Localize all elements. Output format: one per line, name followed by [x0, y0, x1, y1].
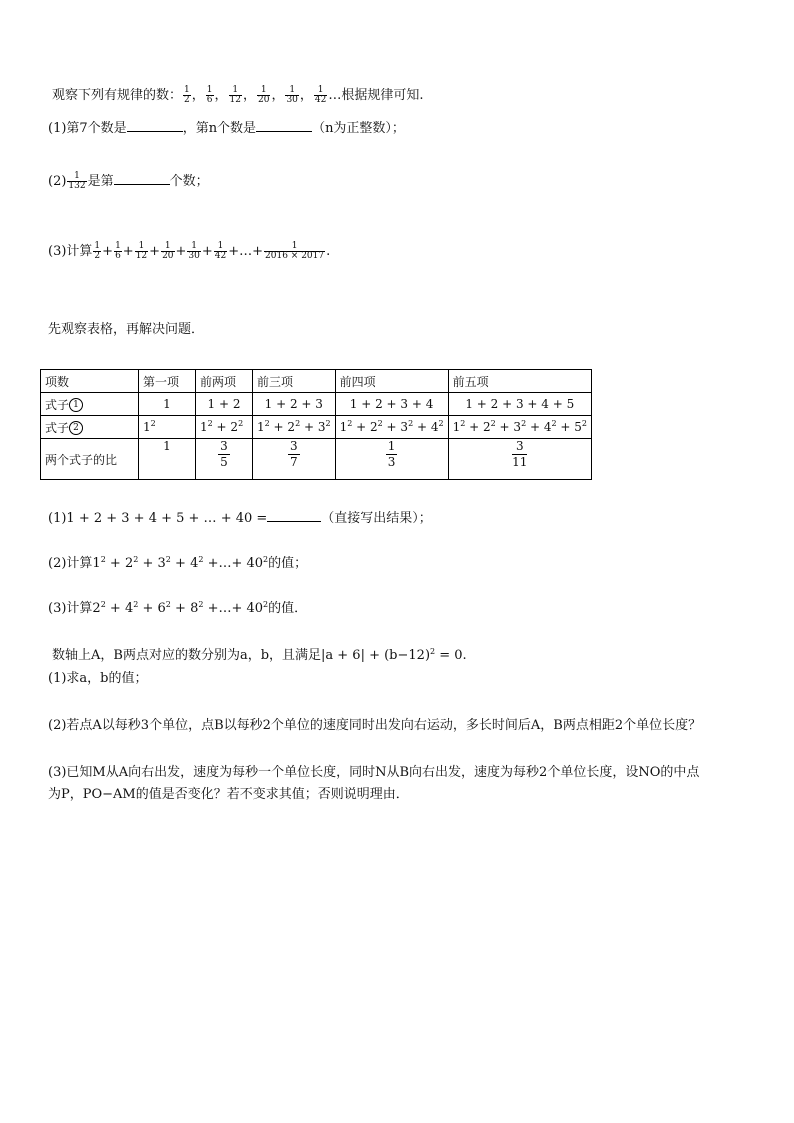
circled-number: 2 — [69, 421, 83, 435]
exponent: 2 — [408, 419, 414, 428]
plus-sign: + — [138, 601, 158, 616]
separator: ， — [271, 88, 285, 103]
exponent: 2 — [150, 419, 156, 428]
denominator: 20 — [257, 95, 270, 105]
denominator: 42 — [214, 251, 227, 261]
table-header-cell: 前三项 — [253, 370, 336, 393]
ellipsis: +…+ — [203, 556, 247, 571]
p3-question-3-line-1: (3)已知M从A向右出发，速度为每秒一个单位长度，同时N从B向右出发，速度为每秒2个单位长度，设NO的中点 — [48, 765, 700, 780]
fraction — [285, 86, 298, 105]
table-header-cell: 前四项 — [335, 370, 448, 393]
fraction — [512, 439, 527, 470]
numerator: 3 — [220, 439, 228, 453]
numerator: 1 — [94, 241, 101, 251]
p3-question-1: (1)求a，b的值； — [48, 671, 148, 686]
exponent: 2 — [207, 419, 213, 428]
table-cell — [196, 439, 253, 480]
row-label-cell — [41, 416, 139, 439]
base: 3 — [513, 420, 522, 434]
fraction — [218, 439, 230, 470]
sum-of-even-squares — [92, 601, 268, 616]
numerator: 1 — [187, 242, 200, 252]
plus-sign: + — [413, 420, 431, 434]
exponent: 2 — [521, 419, 527, 428]
ellipsis: +…+ — [203, 601, 247, 616]
exponent: 2 — [198, 555, 204, 564]
p1-question-1: (1)第7个数是 ，第n个数是 （n为正整数）； — [48, 121, 405, 136]
table-cell — [448, 439, 591, 480]
fraction — [314, 86, 327, 105]
row-label-cell — [41, 439, 139, 480]
plus-sign: + — [122, 244, 134, 259]
numerator: 3 — [512, 439, 527, 455]
denominator: 20 — [162, 251, 174, 261]
p2-question-1: (1)1 + 2 + 3 + 4 + 5 + … + 40 = （直接写出结果）； — [48, 511, 432, 526]
plus-sign: + — [495, 420, 514, 434]
exponent: 2 — [581, 419, 587, 428]
fraction — [214, 242, 227, 261]
fraction — [288, 439, 300, 470]
exponent: 2 — [325, 419, 331, 428]
plus-sign: + — [201, 244, 213, 259]
exponent: 2 — [198, 600, 204, 609]
numerator: 1 — [314, 86, 327, 96]
exponent: 2 — [438, 419, 444, 428]
fraction — [206, 86, 214, 105]
exponent: 2 — [133, 555, 139, 564]
table-row — [41, 439, 592, 480]
fraction — [161, 242, 174, 261]
exponent: 2 — [460, 419, 466, 428]
fraction — [183, 86, 191, 105]
numerator: 3 — [289, 439, 298, 453]
table-header-row — [41, 370, 592, 393]
p2-question-2: (2)计算$1^2 + 2^2 + 3^2 + 4^2$ +…+ $40^2$的值； — [48, 555, 308, 571]
p2-intro: 先观察表格，再解决问题． — [48, 322, 205, 337]
denominator: 3 — [387, 455, 396, 469]
table-cell — [253, 439, 336, 480]
base: 1 — [200, 420, 208, 434]
answer-blank[interactable] — [256, 119, 312, 132]
table-cell: 1 — [139, 393, 196, 416]
plus-sign: + — [175, 244, 187, 259]
exponent: 2 — [347, 419, 353, 428]
fraction: $\frac{1}{2016 \times 2017}$ — [265, 241, 325, 261]
plus-sign: + — [138, 556, 158, 571]
fraction — [114, 242, 122, 261]
exponent: 2 — [133, 600, 139, 609]
row-label: 式子 — [45, 420, 70, 435]
base: 4 — [190, 556, 199, 571]
table-cell — [139, 439, 196, 480]
plus-sign: + — [382, 420, 401, 434]
base: 8 — [190, 601, 199, 616]
p2-question-3: (3)计算$2^2 + 4^2 + 6^2 + 8^2$ +…+ $40^2$的值． — [48, 600, 308, 616]
base: 3 — [400, 420, 409, 434]
exponent: 2 — [165, 555, 171, 564]
exponent: 2 — [264, 419, 270, 428]
numerator: 1 — [214, 242, 227, 252]
p3-intro: 数轴上A，B两点对应的数分别为a，b，且满足$|a + 6| + (b-12)^2 = 0$. — [52, 647, 467, 663]
plus-sign: + — [170, 556, 191, 571]
p1-question-2: (2) $\frac{1}{132}$ 是第 个数； — [48, 171, 209, 191]
table-cell — [335, 416, 448, 439]
denominator: 42 — [314, 95, 327, 105]
base: 2 — [483, 420, 491, 434]
separator: ， — [299, 88, 313, 103]
table-cell: 1 + 2 + 3 — [253, 393, 336, 416]
plus-sign: + — [526, 420, 544, 434]
exponent: 2 — [100, 600, 106, 609]
table-header-cell: 项数 — [41, 370, 139, 393]
plus-sign: + — [102, 244, 114, 259]
exponent: 2 — [377, 419, 383, 428]
base: 3 — [157, 556, 166, 571]
table-row — [41, 393, 592, 416]
denominator: 12 — [135, 251, 148, 261]
denominator: 5 — [220, 455, 228, 469]
base: 2 — [230, 420, 239, 434]
base: 2 — [92, 601, 101, 616]
exponent: 2 — [551, 419, 557, 428]
fraction — [187, 242, 200, 261]
base: 5 — [574, 420, 582, 434]
answer-blank[interactable] — [114, 172, 170, 185]
p3-question-2: (2)若点A以每秒3个单位，点B以每秒2个单位的速度同时出发向右运动，多长时间后A，B两点相距2个单位长度？ — [48, 718, 702, 733]
plus-sign: + — [465, 420, 483, 434]
p1-intro: 观察下列有规律的数： $\frac{1}{2}$ ， $\frac{1}{6}$ ， $\frac{1}{12}$ ， $\frac{1}{20}$ ， $\frac{1}{30}$ ， $\frac{1}{42}$ …根据规律可知. — [52, 85, 424, 105]
denominator: 7 — [289, 455, 298, 469]
fraction — [93, 242, 101, 261]
denominator: 30 — [286, 95, 298, 105]
row-label: 式子 — [45, 397, 70, 412]
plus-sign: + — [300, 420, 318, 434]
base: 6 — [157, 601, 166, 616]
numerator: 1 — [115, 241, 121, 251]
row-label: 两个式子的比 — [45, 452, 118, 467]
base: 3 — [317, 420, 326, 434]
base: 1 — [452, 420, 461, 434]
fraction — [257, 86, 270, 105]
exponent: 2 — [490, 419, 496, 428]
table-cell — [253, 416, 336, 439]
denominator: 6 — [206, 95, 213, 105]
separator: ， — [191, 88, 205, 103]
table-cell: 1 + 2 + 3 + 4 — [335, 393, 448, 416]
table-header-cell: 前五项 — [448, 370, 591, 393]
pattern-table — [40, 369, 592, 480]
table-row — [41, 416, 592, 439]
plus-sign: + — [105, 556, 125, 571]
base: 4 — [543, 420, 552, 434]
base: 4 — [124, 601, 134, 616]
denominator: 12 — [229, 95, 241, 105]
table-cell: 1 + 2 + 3 + 4 + 5 — [448, 393, 591, 416]
numerator: 1 — [229, 86, 242, 96]
base: 40 — [246, 601, 264, 616]
numerator: 1 — [257, 86, 270, 96]
denominator: 6 — [115, 251, 121, 261]
exponent: 2 — [100, 555, 106, 564]
row-label-cell — [41, 393, 139, 416]
exponent: 2 — [263, 600, 269, 609]
numerator: 1 — [184, 85, 190, 95]
base: 2 — [370, 420, 378, 434]
exponent: 2 — [263, 555, 269, 564]
base: 1 — [92, 556, 101, 571]
base: 2 — [124, 556, 134, 571]
denominator: 2 — [94, 251, 101, 261]
denominator: 11 — [512, 455, 528, 469]
plus-sign: + — [212, 420, 231, 434]
plus-sign: + — [105, 601, 125, 616]
base: 1 — [257, 420, 265, 434]
numerator: 1 — [387, 439, 396, 453]
table-cell — [196, 416, 253, 439]
base: 40 — [246, 556, 264, 571]
table-header-cell: 前两项 — [196, 370, 253, 393]
table-cell — [335, 439, 448, 480]
answer-blank[interactable] — [127, 119, 183, 132]
table-header-cell: 第一项 — [139, 370, 196, 393]
numerator: 1 — [161, 242, 174, 252]
separator: ， — [214, 88, 228, 103]
denominator: 2 — [184, 95, 190, 105]
fraction — [229, 86, 242, 105]
sequence-fractions — [182, 85, 328, 105]
base: 4 — [430, 420, 439, 434]
p3-question-3-line-2: 为P，PO−AM的值是否变化？若不变求其值；否则说明理由． — [48, 787, 409, 802]
answer-blank[interactable] — [267, 509, 321, 522]
exponent: 2 — [165, 600, 171, 609]
plus-sign: + — [556, 420, 575, 434]
table-cell — [448, 416, 591, 439]
p1-question-3: (3)计算 $\frac{1}{2}$ + $\frac{1}{6}$ + $\frac{1}{12}$ + $\frac{1}{20}$ + $\frac{1}{30}$ + $\frac{1}{42}$ +…+ $\frac{1}{2016 \times 2017}$ . — [48, 241, 331, 261]
exponent: 2 — [238, 419, 244, 428]
plus-sign: + — [149, 244, 161, 259]
separator: ， — [242, 88, 256, 103]
numerator: 1 — [285, 86, 298, 96]
fraction: $\frac{1}{132}$ — [68, 171, 86, 191]
base: 2 — [287, 420, 296, 434]
cell-value: 1 — [163, 439, 171, 453]
fraction — [386, 439, 398, 470]
exponent: 2 — [295, 419, 301, 428]
fraction — [135, 242, 148, 261]
base: 1 — [143, 420, 151, 434]
plus-sign: + — [269, 420, 288, 434]
table-cell: 1 + 2 — [196, 393, 253, 416]
plus-sign: + — [352, 420, 370, 434]
numerator: 1 — [135, 242, 148, 252]
circled-number: 1 — [69, 398, 83, 412]
numerator: 1 — [206, 85, 213, 95]
sum-of-squares — [92, 556, 268, 571]
base: 1 — [339, 420, 348, 434]
plus-sign: + — [170, 601, 191, 616]
sum-expression — [92, 241, 228, 261]
denominator: 30 — [188, 251, 200, 261]
table-cell — [139, 416, 196, 439]
